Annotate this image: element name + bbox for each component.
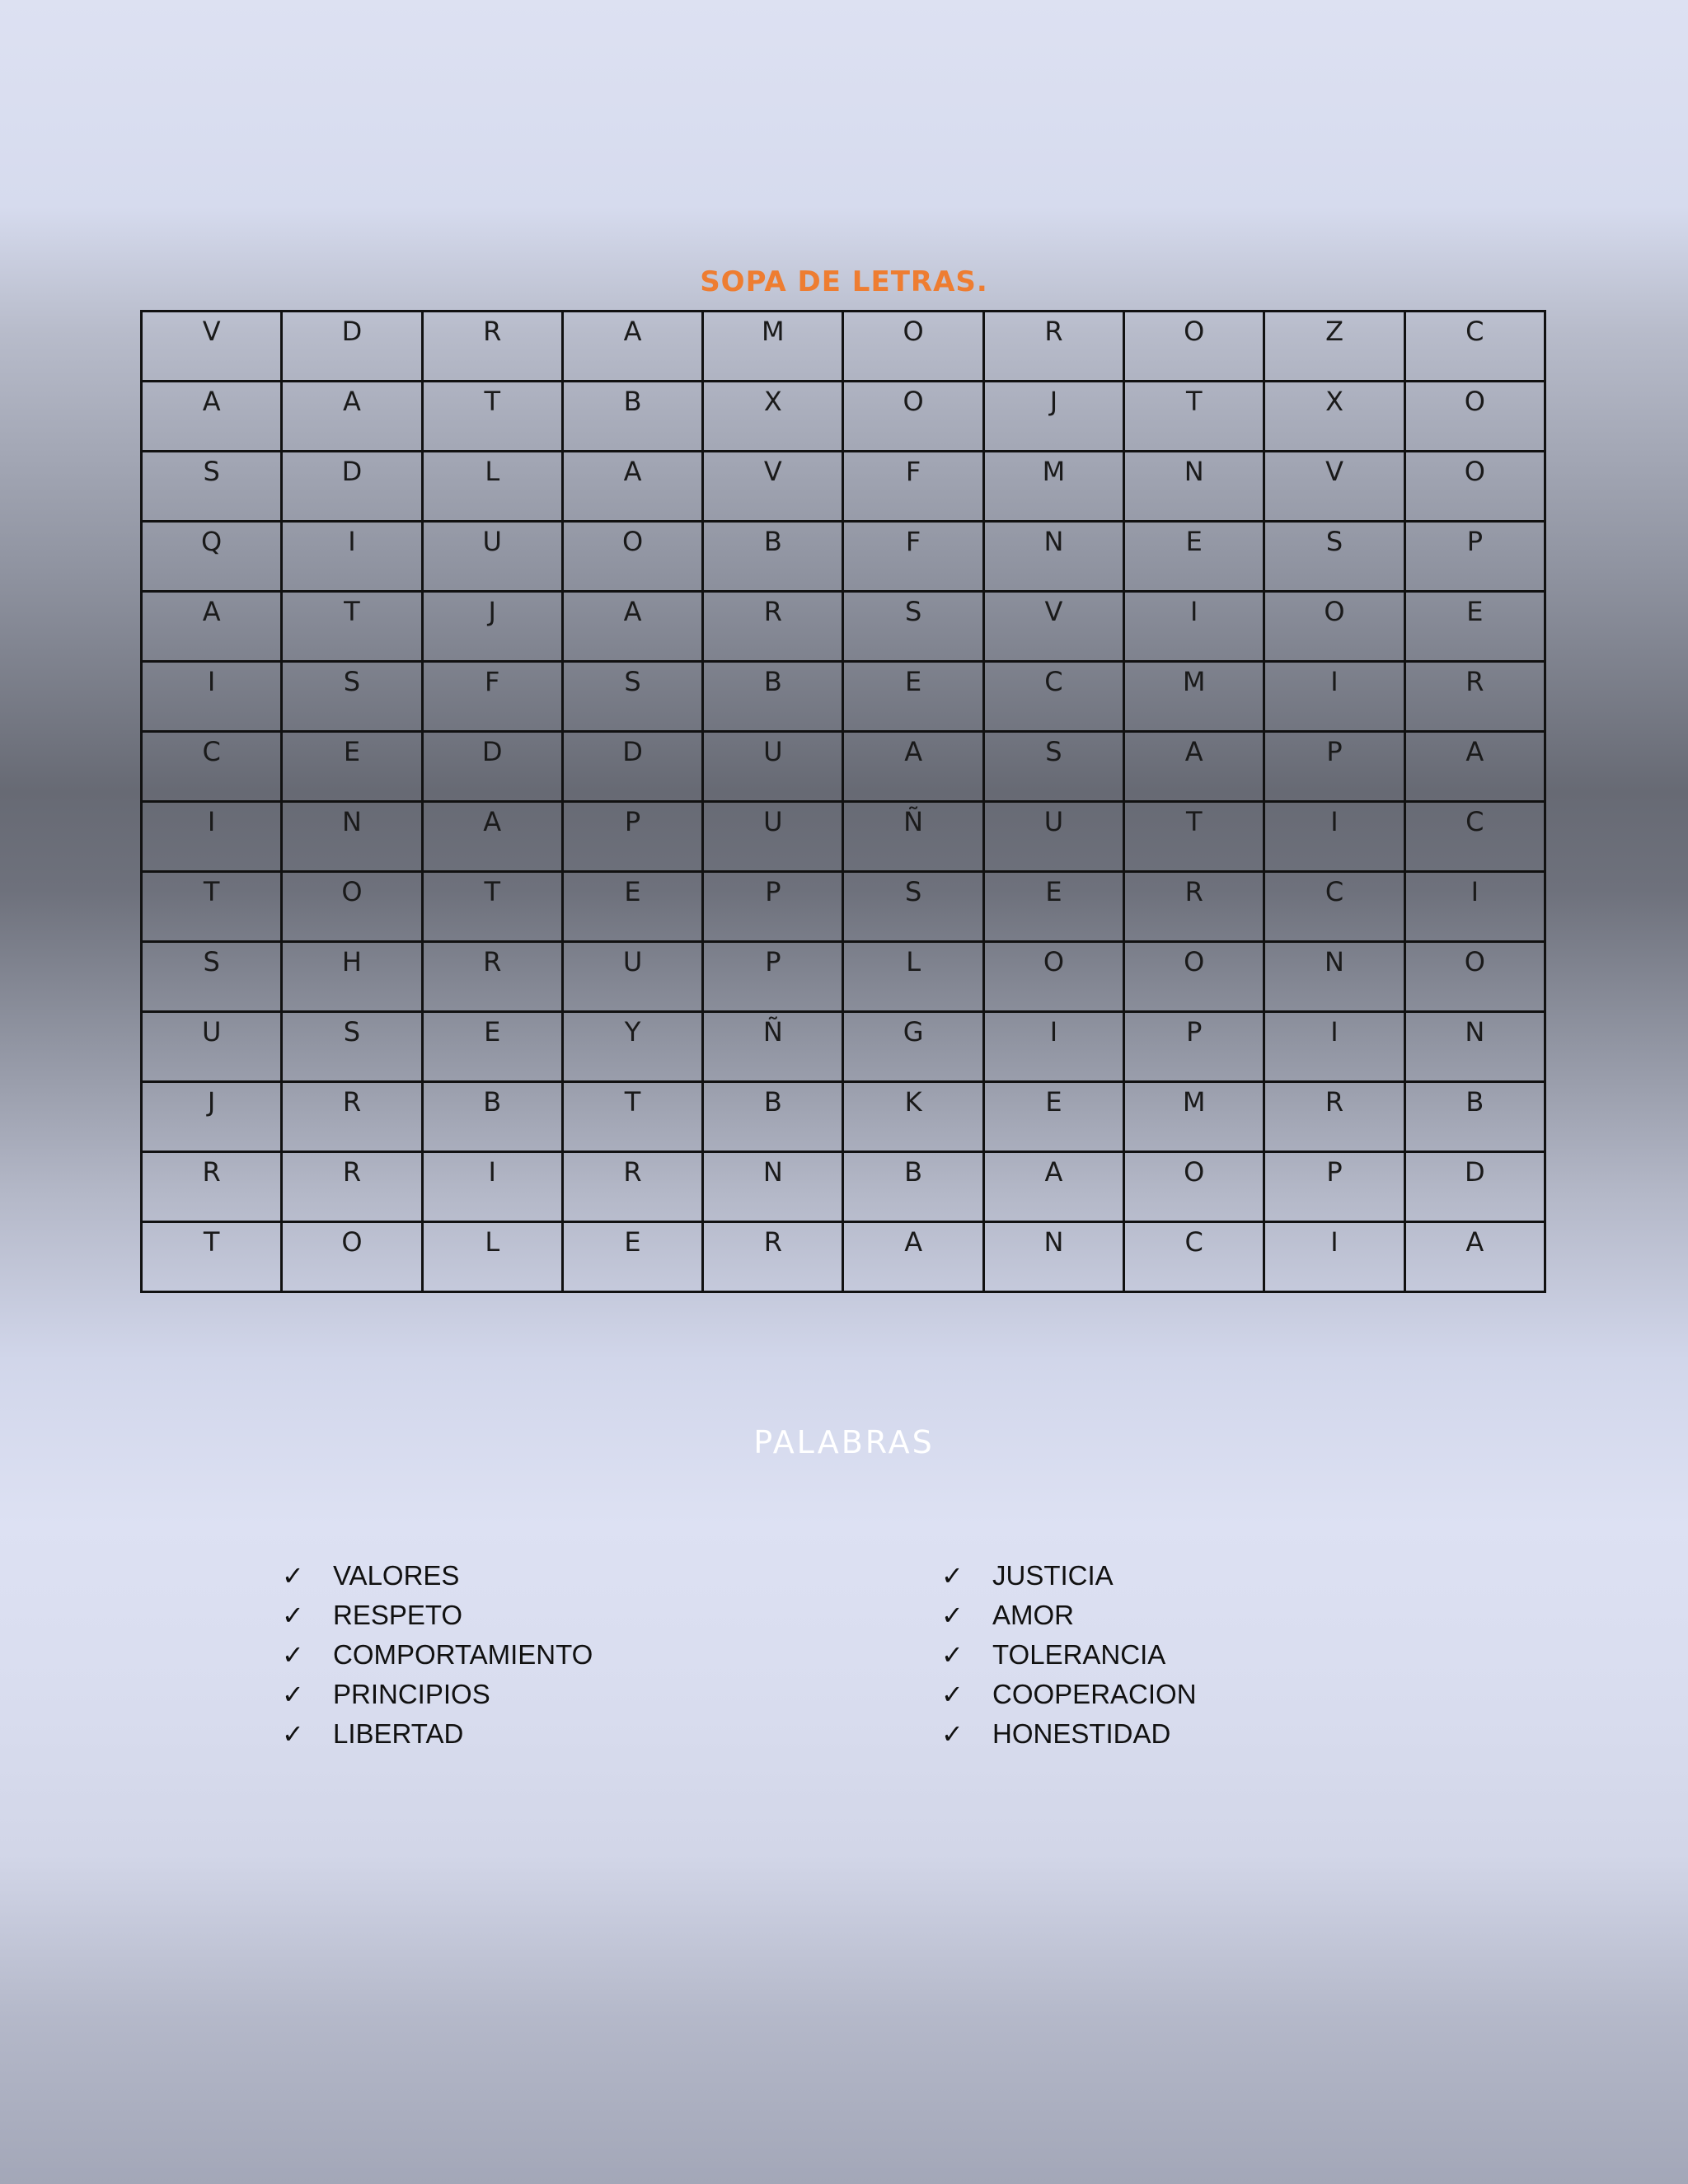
word-label: PRINCIPIOS: [333, 1679, 490, 1709]
grid-cell: B: [703, 1082, 843, 1152]
grid-cell: X: [703, 382, 843, 452]
word-list-item: [282, 1714, 593, 1754]
grid-cell: D: [282, 312, 422, 382]
word-label: AMOR: [992, 1600, 1074, 1630]
grid-cell: A: [422, 802, 562, 872]
grid-cell: N: [983, 522, 1123, 592]
grid-cell: Ñ: [703, 1012, 843, 1082]
grid-cell: N: [1124, 452, 1264, 522]
grid-cell: S: [282, 662, 422, 732]
grid-cell: A: [843, 732, 983, 802]
word-list-item: [941, 1556, 1197, 1596]
grid-cell: O: [843, 312, 983, 382]
grid-cell: L: [422, 452, 562, 522]
grid-cell: R: [703, 1222, 843, 1292]
grid-row: [142, 732, 1545, 802]
grid-cell: P: [703, 942, 843, 1012]
grid-cell: E: [983, 1082, 1123, 1152]
word-label: RESPETO: [333, 1600, 463, 1630]
grid-cell: I: [983, 1012, 1123, 1082]
grid-cell: A: [562, 452, 702, 522]
grid-cell: S: [1264, 522, 1404, 592]
grid-cell: D: [562, 732, 702, 802]
grid-cell: O: [983, 942, 1123, 1012]
grid-cell: T: [1124, 802, 1264, 872]
grid-cell: V: [142, 312, 282, 382]
word-label: HONESTIDAD: [992, 1718, 1171, 1749]
grid-cell: A: [562, 312, 702, 382]
grid-cell: O: [843, 382, 983, 452]
grid-cell: E: [562, 872, 702, 942]
word-list-item: [941, 1635, 1197, 1675]
checkmark-icon: ✓: [941, 1560, 964, 1591]
word-list-item: [282, 1675, 593, 1714]
grid-cell: O: [1124, 312, 1264, 382]
word-list-item: [941, 1596, 1197, 1635]
word-label: VALORES: [333, 1560, 460, 1591]
grid-row: [142, 1222, 1545, 1292]
grid-cell: T: [142, 1222, 282, 1292]
words-heading: PALABRAS: [753, 1424, 935, 1460]
grid-cell: A: [282, 382, 422, 452]
word-label: COMPORTAMIENTO: [333, 1639, 593, 1670]
grid-cell: K: [843, 1082, 983, 1152]
word-label: JUSTICIA: [992, 1560, 1114, 1591]
grid-cell: P: [703, 872, 843, 942]
grid-cell: E: [422, 1012, 562, 1082]
checkmark-icon: ✓: [282, 1600, 304, 1631]
grid-cell: F: [843, 522, 983, 592]
grid-row: [142, 312, 1545, 382]
grid-cell: U: [142, 1012, 282, 1082]
grid-cell: S: [843, 592, 983, 662]
grid-cell: E: [1404, 592, 1545, 662]
grid-cell: N: [1264, 942, 1404, 1012]
grid-cell: E: [1124, 522, 1264, 592]
grid-cell: V: [703, 452, 843, 522]
grid-cell: Z: [1264, 312, 1404, 382]
word-list-item: [941, 1714, 1197, 1754]
checkmark-icon: ✓: [282, 1679, 304, 1710]
word-label: LIBERTAD: [333, 1718, 464, 1749]
grid-cell: S: [562, 662, 702, 732]
grid-cell: I: [142, 802, 282, 872]
grid-cell: C: [142, 732, 282, 802]
grid-cell: A: [142, 382, 282, 452]
grid-cell: I: [1264, 1222, 1404, 1292]
grid-cell: M: [983, 452, 1123, 522]
grid-cell: C: [1404, 312, 1545, 382]
grid-row: [142, 802, 1545, 872]
grid-cell: X: [1264, 382, 1404, 452]
grid-cell: A: [983, 1152, 1123, 1222]
checkmark-icon: ✓: [282, 1560, 304, 1591]
grid-cell: O: [562, 522, 702, 592]
grid-cell: T: [562, 1082, 702, 1152]
grid-cell: I: [1264, 1012, 1404, 1082]
grid-cell: B: [1404, 1082, 1545, 1152]
grid-cell: Q: [142, 522, 282, 592]
word-search-grid: [140, 310, 1546, 1293]
grid-cell: H: [282, 942, 422, 1012]
word-search-grid-body: [142, 312, 1545, 1292]
word-label: COOPERACION: [992, 1679, 1197, 1709]
grid-cell: R: [983, 312, 1123, 382]
grid-cell: N: [983, 1222, 1123, 1292]
grid-cell: R: [1124, 872, 1264, 942]
grid-cell: F: [422, 662, 562, 732]
grid-cell: C: [1404, 802, 1545, 872]
grid-cell: A: [142, 592, 282, 662]
checkmark-icon: ✓: [941, 1600, 964, 1631]
grid-cell: T: [1124, 382, 1264, 452]
grid-cell: J: [422, 592, 562, 662]
grid-cell: I: [1264, 662, 1404, 732]
checkmark-icon: ✓: [282, 1718, 304, 1750]
grid-cell: O: [1264, 592, 1404, 662]
grid-cell: T: [282, 592, 422, 662]
grid-cell: B: [703, 522, 843, 592]
grid-row: [142, 1012, 1545, 1082]
word-list-item: [282, 1596, 593, 1635]
grid-cell: A: [843, 1222, 983, 1292]
grid-cell: I: [142, 662, 282, 732]
grid-cell: M: [1124, 1082, 1264, 1152]
grid-cell: A: [1404, 1222, 1545, 1292]
page-title: SOPA DE LETRAS.: [700, 265, 988, 298]
grid-cell: T: [422, 872, 562, 942]
grid-cell: N: [703, 1152, 843, 1222]
grid-cell: C: [983, 662, 1123, 732]
grid-cell: V: [1264, 452, 1404, 522]
grid-cell: R: [422, 942, 562, 1012]
grid-cell: S: [142, 452, 282, 522]
grid-cell: I: [1264, 802, 1404, 872]
grid-cell: R: [142, 1152, 282, 1222]
grid-cell: L: [843, 942, 983, 1012]
grid-cell: C: [1264, 872, 1404, 942]
grid-row: [142, 872, 1545, 942]
checkmark-icon: ✓: [282, 1639, 304, 1671]
grid-cell: Y: [562, 1012, 702, 1082]
grid-cell: R: [562, 1152, 702, 1222]
grid-cell: D: [422, 732, 562, 802]
grid-cell: P: [1264, 1152, 1404, 1222]
grid-cell: D: [1404, 1152, 1545, 1222]
grid-cell: O: [1404, 452, 1545, 522]
grid-row: [142, 382, 1545, 452]
grid-cell: P: [1124, 1012, 1264, 1082]
grid-row: [142, 522, 1545, 592]
grid-cell: R: [1404, 662, 1545, 732]
grid-cell: U: [562, 942, 702, 1012]
grid-cell: R: [282, 1082, 422, 1152]
grid-cell: I: [1404, 872, 1545, 942]
grid-cell: B: [422, 1082, 562, 1152]
grid-cell: P: [1404, 522, 1545, 592]
grid-row: [142, 592, 1545, 662]
grid-cell: N: [282, 802, 422, 872]
grid-row: [142, 452, 1545, 522]
word-label: TOLERANCIA: [992, 1639, 1166, 1670]
grid-cell: R: [422, 312, 562, 382]
grid-cell: J: [142, 1082, 282, 1152]
grid-cell: U: [983, 802, 1123, 872]
grid-cell: B: [703, 662, 843, 732]
word-list-right: [941, 1556, 1197, 1754]
grid-cell: N: [1404, 1012, 1545, 1082]
grid-cell: S: [142, 942, 282, 1012]
grid-cell: O: [282, 872, 422, 942]
grid-cell: E: [562, 1222, 702, 1292]
grid-cell: U: [703, 732, 843, 802]
word-list-left: [282, 1556, 593, 1754]
grid-cell: I: [1124, 592, 1264, 662]
grid-cell: G: [843, 1012, 983, 1082]
grid-cell: A: [562, 592, 702, 662]
word-list-item: [282, 1556, 593, 1596]
grid-cell: R: [703, 592, 843, 662]
word-list-item: [941, 1675, 1197, 1714]
grid-cell: E: [843, 662, 983, 732]
grid-cell: B: [843, 1152, 983, 1222]
grid-cell: R: [1264, 1082, 1404, 1152]
grid-cell: T: [142, 872, 282, 942]
grid-cell: Ñ: [843, 802, 983, 872]
grid-cell: B: [562, 382, 702, 452]
grid-cell: R: [282, 1152, 422, 1222]
grid-cell: U: [703, 802, 843, 872]
grid-cell: A: [1404, 732, 1545, 802]
checkmark-icon: ✓: [941, 1679, 964, 1710]
grid-cell: P: [562, 802, 702, 872]
grid-cell: S: [983, 732, 1123, 802]
grid-cell: S: [282, 1012, 422, 1082]
checkmark-icon: ✓: [941, 1718, 964, 1750]
grid-cell: O: [282, 1222, 422, 1292]
grid-row: [142, 1152, 1545, 1222]
grid-cell: E: [983, 872, 1123, 942]
grid-cell: U: [422, 522, 562, 592]
grid-cell: A: [1124, 732, 1264, 802]
grid-row: [142, 942, 1545, 1012]
grid-cell: M: [1124, 662, 1264, 732]
grid-cell: T: [422, 382, 562, 452]
grid-cell: O: [1124, 942, 1264, 1012]
grid-cell: V: [983, 592, 1123, 662]
grid-cell: O: [1404, 382, 1545, 452]
word-list-item: [282, 1635, 593, 1675]
grid-cell: E: [282, 732, 422, 802]
checkmark-icon: ✓: [941, 1639, 964, 1671]
grid-cell: O: [1124, 1152, 1264, 1222]
grid-cell: L: [422, 1222, 562, 1292]
grid-cell: I: [282, 522, 422, 592]
grid-cell: J: [983, 382, 1123, 452]
grid-cell: F: [843, 452, 983, 522]
grid-row: [142, 1082, 1545, 1152]
grid-cell: M: [703, 312, 843, 382]
grid-cell: O: [1404, 942, 1545, 1012]
grid-cell: C: [1124, 1222, 1264, 1292]
grid-cell: D: [282, 452, 422, 522]
grid-row: [142, 662, 1545, 732]
grid-cell: S: [843, 872, 983, 942]
grid-cell: P: [1264, 732, 1404, 802]
grid-cell: I: [422, 1152, 562, 1222]
